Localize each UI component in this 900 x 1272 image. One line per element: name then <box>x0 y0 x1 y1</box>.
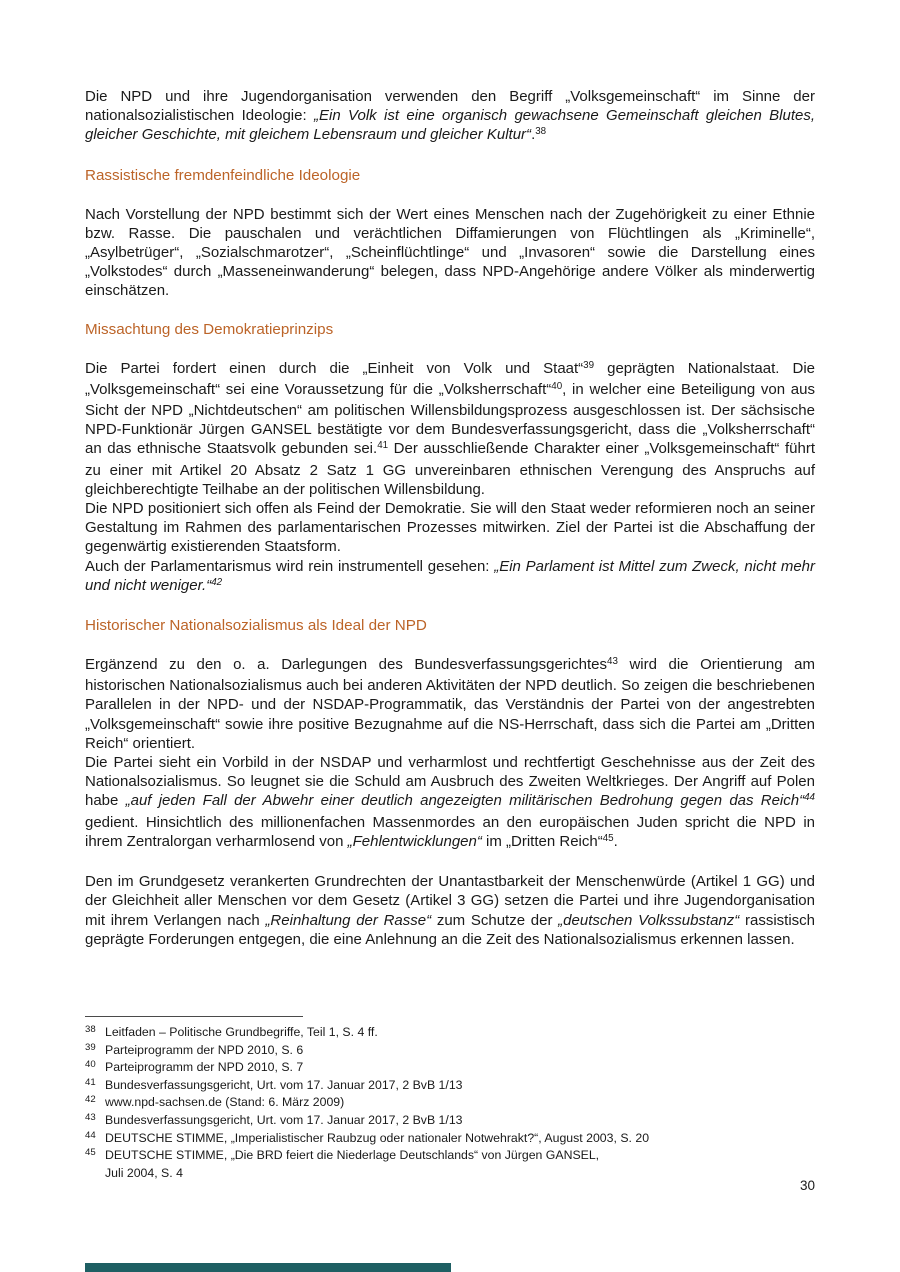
footnote-area <box>85 1008 815 1182</box>
footnote-40 <box>85 1059 815 1077</box>
footnote-text-line1: DEUTSCHE STIMME, „Die BRD feiert die Niederlage Deutschlands“ von Jürgen GANSEL, <box>105 1148 600 1163</box>
footnote-text: Bundesverfassungsgericht, Urt. vom 17. Januar 2017, 2 BvB 1/13 <box>105 1077 463 1092</box>
footnote-text: Leitfaden – Politische Grundbegriffe, Teil 1, S. 4 ff. <box>105 1025 378 1039</box>
footnote-43 <box>85 1112 815 1130</box>
footnote-number: 43 <box>85 1111 96 1123</box>
footnote-number: 44 <box>85 1129 96 1141</box>
paragraph-rassismus: Nach Vorstellung der NPD bestimmt sich der Wert eines Menschen nach der Zugehörigkeit zu einer Ethnie bzw. Rasse. Die pauschalen und verächtlichen Diffamierungen von Flüchtlingen als „Kriminelle“, „Asylbetrüger“, „Sozialschmarotzer“, „Scheinflüchtlinge“ und „Invasoren“ sowie die Darstellung eines „Volkstodes“ durch „Masseneinwanderung“ belegen, dass NPD-Angehörige andere Völker als minderwertig einschätzen. <box>85 205 815 300</box>
paragraph-nationalstaat: Die Partei fordert einen durch die „Einheit von Volk und Staat“$^{39}$ geprägten Nationalstaat. Die „Volksgemeinschaft“ sei eine Voraussetzung für die „Volksherrschaft“$^{40}$, in welcher eine Beteiligung von aus Sicht der NPD „Nichtdeutschen“ am politischen Willensbildungsprozess ausgeschlossen ist. Der sächsische NPD-Funktionär Jürgen GANSEL bestätigte vor dem Bundesverfassungsgericht, dass die „Volksherrschaft“ an das ethnische Staatsvolk gebunden sei.$^{41}$ Der ausschließende Charakter einer „Volksgemeinschaft“ führt zu einer mit Artikel 20 Absatz 2 Satz 1 GG unvereinbaren ethnischen Verengung des Anspruchs auf gleichberechtigte Teilhabe an der politischen Willensbildung. <box>85 359 815 498</box>
page-number: 30 <box>799 1178 815 1193</box>
footnote-text: Parteiprogramm der NPD 2010, S. 7 <box>105 1060 304 1075</box>
footnote-41 <box>85 1077 815 1095</box>
footnote-text: Bundesverfassungsgericht, Urt. vom 17. Januar 2017, 2 BvB 1/13 <box>105 1112 463 1127</box>
footnote-number: 39 <box>85 1041 96 1053</box>
footnote-text: DEUTSCHE STIMME, „Imperialistischer Raubzug oder nationaler Notwehrakt?“, August 2003, S. 20 <box>105 1130 650 1145</box>
footnote-text-line2: Juli 2004, S. 4 <box>105 1165 183 1180</box>
section-heading-historischer-nationalsozialismus: Historischer Nationalsozialismus als Ideal der NPD <box>85 617 427 635</box>
paragraph-nsdap-vorbild: Die Partei sieht ein Vorbild in der NSDAP und verharmlost und rechtfertigt Geschehnisse aus der Zeit des Nationalsozialismus. So leugnet sie die Schuld am Ausbruch des Zweiten Weltkrieges. Der Angriff auf Polen habe „auf jeden Fall der Abwehr einer deutlich angezeigten militärischen Bedrohung gegen das Reich“$^{44}$ gedient. Hinsichtlich des millionenfachen Massenmordes an den europäischen Juden spricht die NPD in ihrem Zentralorgan verharmlosend von „Fehlentwicklungen“ im „Dritten Reich“$^{45}$. <box>85 754 815 850</box>
footnote-separator-line <box>85 1016 303 1017</box>
paragraph-group-nationalsozialismus <box>85 655 815 853</box>
footnote-number: 38 <box>85 1024 96 1035</box>
footnote-text: Parteiprogramm der NPD 2010, S. 6 <box>105 1042 304 1057</box>
footnote-text: www.npd-sachsen.de (Stand: 6. März 2009) <box>105 1095 345 1110</box>
section-heading-rassistische-ideologie: Rassistische fremdenfeindliche Ideologie <box>85 166 361 184</box>
footer-accent-bar <box>85 1263 451 1272</box>
paragraph-orientierung-ns: Ergänzend zu den o. a. Darlegungen des Bundesverfassungsgerichtes$^{43}$ wird die Orientierung am historischen Nationalsozialismus auch bei anderen Aktivitäten der NPD deutlich. So zeigen die beschriebenen Parallelen in der NPD- und der NSDAP-Programmatik, das Verständnis der Partei von der angestrebten „Volksgemeinschaft“ sowie ihre positive Bezugnahme auf die NS-Herrschaft, dass sich die Partei am „Dritten Reich“ orientiert. <box>85 656 816 752</box>
paragraph-parlamentarismus: Auch der Parlamentarismus wird rein instrumentell gesehen: „Ein Parlament ist Mittel zum Zweck, nicht mehr und nicht weniger.“$^{42}$ <box>85 557 815 594</box>
footnote-42 <box>85 1094 815 1112</box>
section-heading-demokratieprinzip: Missachtung des Demokratieprinzips <box>85 320 334 338</box>
paragraph-volksgemeinschaft: Die NPD und ihre Jugendorganisation verwenden den Begriff „Volksgemeinschaft“ im Sinne der nationalsozialistischen Ideologie: „Ein Volk ist eine organisch gewachsene Gemeinschaft gleichen Blutes, gleicher Geschichte, mit gleichem Lebensraum und gleicher Kultur“.$^{38}$ <box>85 88 815 144</box>
footnote-number: 40 <box>85 1059 96 1071</box>
footnote-number: 42 <box>85 1094 96 1106</box>
footnote-45 <box>85 1147 815 1182</box>
footnote-39 <box>85 1042 815 1060</box>
paragraph-grundgesetz: Den im Grundgesetz verankerten Grundrechten der Unantastbarkeit der Menschenwürde (Artikel 1 GG) und der Gleichheit aller Menschen vor dem Gesetz (Artikel 3 GG) setzen die Partei und ihre Jugendorganisation mit ihrem Verlangen nach „Reinhaltung der Rasse“ zum Schutze der „deutschen Volkssubstanz“ rassistisch geprägte Forderungen entgegen, die eine Anlehnung an die Zeit des Nationalsozialismus erkennen lassen. <box>85 873 815 948</box>
footnote-number: 45 <box>85 1147 96 1159</box>
footnote-number: 41 <box>85 1076 96 1088</box>
footnote-44 <box>85 1130 815 1148</box>
paragraph-group-demokratie <box>85 359 815 597</box>
footnote-38 <box>85 1024 815 1042</box>
footnote-text <box>105 1147 815 1182</box>
paragraph-feind-der-demokratie: Die NPD positioniert sich offen als Feind der Demokratie. Sie will den Staat weder reformieren noch an seiner Gestaltung im Rahmen des parlamentarischen Prozesses mitwirken. Ziel der Partei ist die Abschaffung der gegenwärtig existierenden Staatsform. <box>85 500 815 556</box>
